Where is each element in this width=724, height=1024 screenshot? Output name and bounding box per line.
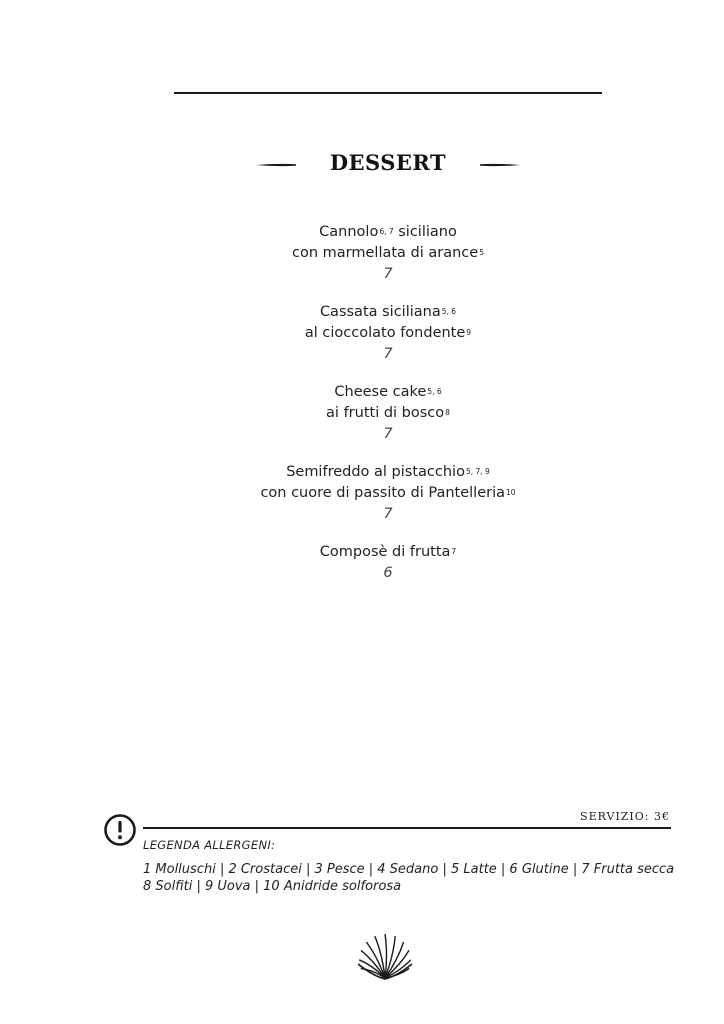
footer-divider [143, 827, 671, 829]
item-line: con marmellata di arance$^5$ [292, 245, 484, 261]
item-line: Semifreddo al pistacchio$^{5, 7, 9}$ [286, 464, 490, 480]
item-line: con cuore di passito di Pantelleria$^{10}$ [260, 485, 516, 501]
dessert-menu [0, 222, 724, 601]
item-line: Composè di frutta$^7$ [319, 544, 457, 560]
section-header [0, 148, 724, 182]
menu-item [0, 462, 724, 524]
allergen-sup: 10 [506, 488, 516, 497]
allergen-sup: 9 [466, 328, 472, 337]
allergen-sup: 5, 6 [441, 307, 457, 316]
item-price: 7 [383, 426, 393, 442]
top-divider [174, 92, 602, 94]
allergen-sup: 7 [451, 547, 457, 556]
allergen-sup: 8 [445, 408, 450, 417]
allergen-legend-line: 8 Solfiti | 9 Uova | 10 Anidride solforosa [143, 879, 402, 894]
menu-item [0, 382, 724, 444]
right-ornament-icon [480, 162, 520, 168]
item-line: ai frutti di bosco$^8$ [326, 405, 450, 421]
item-price: 7 [383, 266, 393, 282]
service-charge: SERVIZIO: 3€ [580, 810, 670, 823]
menu-item [0, 222, 724, 284]
fan-shell-logo-icon [353, 920, 417, 982]
allergen-sup: 5, 6 [427, 387, 442, 396]
allergen-sup: 6, 7 [379, 227, 394, 236]
allergen-legend [143, 861, 674, 895]
menu-item [0, 302, 724, 364]
item-line: Cannolo$^{6, 7}$ siciliano [319, 224, 457, 240]
exclamation-circle-icon [103, 813, 137, 847]
allergen-legend-line: 1 Molluschi | 2 Crostacei | 3 Pesce | 4 Sedano | 5 Latte | 6 Glutine | 7 Frutta secca [143, 862, 675, 877]
menu-item [0, 542, 724, 583]
logo-ray [385, 934, 387, 978]
item-price: 6 [383, 565, 393, 581]
allergen-sup: 5, 7, 9 [465, 467, 490, 476]
item-line: Cheese cake$^{5, 6}$ [334, 384, 442, 400]
allergen-sup: 5 [479, 248, 484, 257]
section-title: DESSERT [329, 150, 447, 175]
item-line: Cassata siciliana$^{5, 6}$ [319, 304, 457, 320]
item-price: 7 [383, 506, 393, 522]
allergen-legend-title: LEGENDA ALLERGENI: [143, 838, 276, 852]
item-line: al cioccolato fondente$^9$ [304, 325, 472, 341]
item-price: 7 [383, 346, 393, 362]
